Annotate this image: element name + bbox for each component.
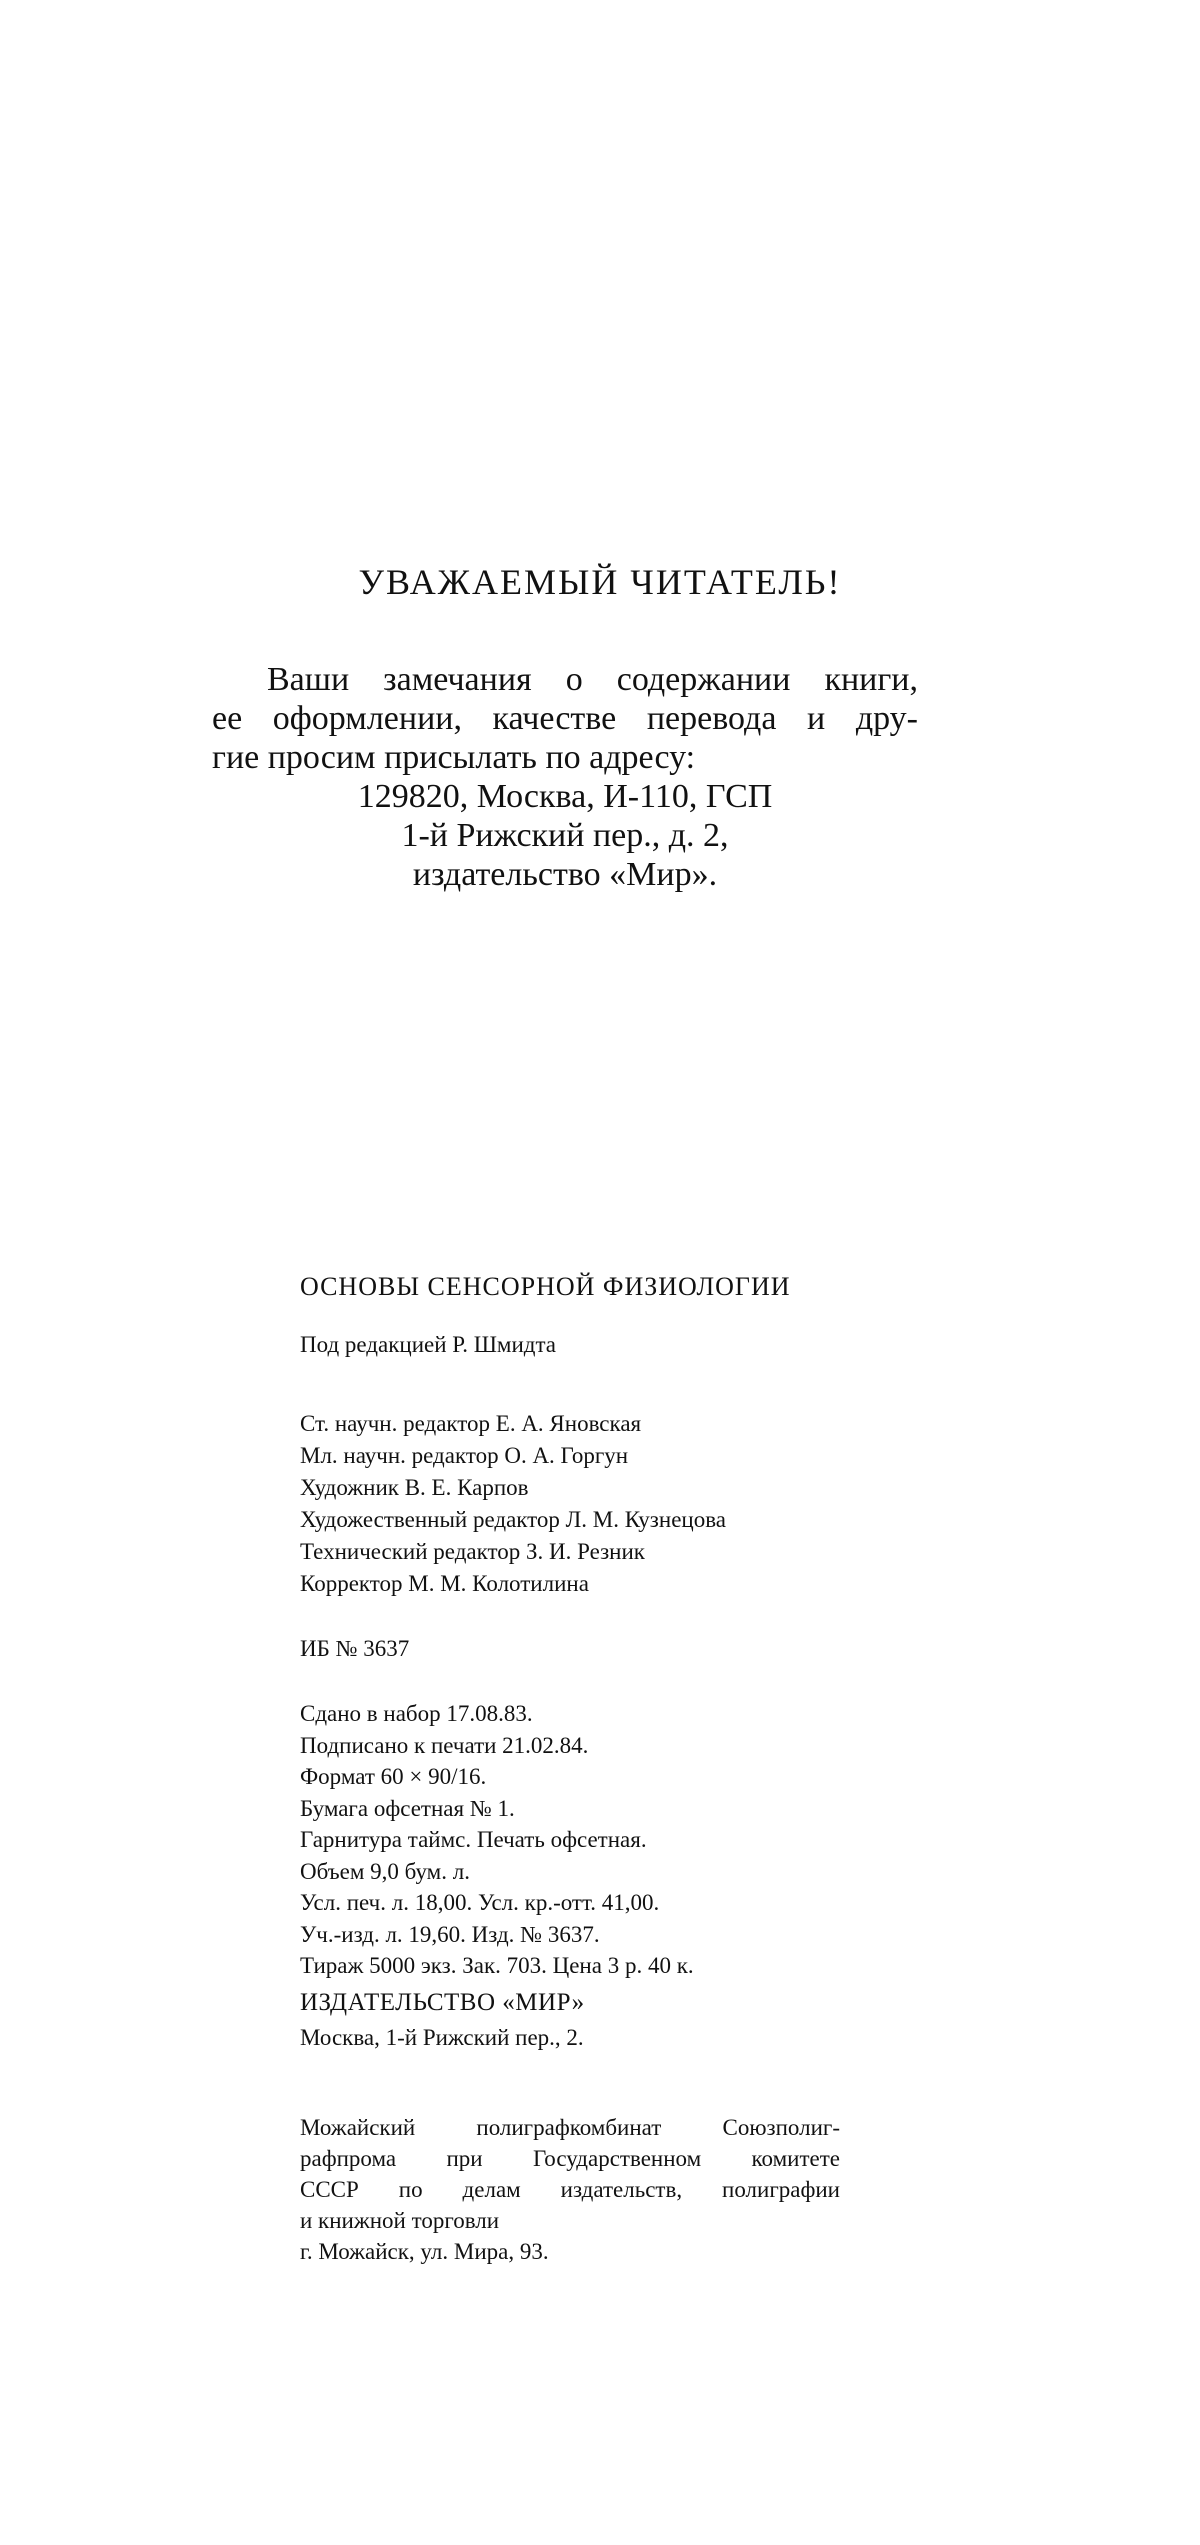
- printer-line: рафпрома при Государственном комитете: [300, 2145, 840, 2171]
- staff-item: Художественный редактор Л. М. Кузнецова: [300, 1507, 726, 1532]
- printer-line: СССР по делам издательств, полиграфии: [300, 2176, 840, 2202]
- edited-by: Под редакцией Р. Шмидта: [300, 1332, 556, 1357]
- staff-item: Мл. научн. редактор О. А. Горгун: [300, 1443, 629, 1468]
- printer-line: Можайский полиграфкомбинат Союзполиг-: [300, 2114, 840, 2140]
- notice-line: гие просим присылать по адресу:: [212, 739, 696, 776]
- book-title: ОСНОВЫ СЕНСОРНОЙ ФИЗИОЛОГИИ: [300, 1272, 791, 1301]
- colophon: [300, 1270, 840, 2267]
- staff-item: Корректор М. М. Колотилина: [300, 1571, 589, 1596]
- spec-item: Сдано в набор 17.08.83.: [300, 1701, 533, 1726]
- publisher-name: ИЗДАТЕЛЬСТВО «МИР»: [300, 1988, 585, 2016]
- spec-item: Формат 60 × 90/16.: [300, 1764, 487, 1789]
- printer-line: г. Можайск, ул. Мира, 93.: [300, 2238, 549, 2264]
- staff-item: Ст. научн. редактор Е. А. Яновская: [300, 1411, 642, 1436]
- notice-line: Ваши замечания о содержании книги,: [267, 661, 918, 698]
- reader-notice-heading: УВАЖАЕМЫЙ ЧИТАТЕЛЬ!: [358, 562, 842, 602]
- staff-list: [300, 1408, 840, 1600]
- printer-line: и книжной торговли: [300, 2207, 500, 2233]
- print-specs: [300, 1698, 840, 1982]
- spec-item: Тираж 5000 экз. Зак. 703. Цена 3 р. 40 к.: [300, 1953, 694, 1978]
- spec-item: Усл. печ. л. 18,00. Усл. кр.-отт. 41,00.: [300, 1890, 660, 1915]
- notice-address-line: 129820, Москва, И-110, ГСП: [357, 778, 773, 815]
- spec-item: Уч.-изд. л. 19,60. Изд. № 3637.: [300, 1921, 600, 1947]
- spec-item: Бумага офсетная № 1.: [300, 1795, 515, 1821]
- staff-item: Художник В. Е. Карпов: [300, 1475, 529, 1500]
- staff-item: Технический редактор З. И. Резник: [300, 1539, 645, 1564]
- ib-number: ИБ № 3637: [300, 1636, 410, 1661]
- notice-address-line: 1-й Рижский пер., д. 2,: [401, 817, 729, 854]
- notice-line: ее оформлении, качестве перевода и дру-: [212, 700, 918, 737]
- spec-item: Гарнитура таймс. Печать офсетная.: [300, 1827, 647, 1852]
- notice-address-line: издательство «Мир».: [412, 856, 718, 893]
- publisher-address: Москва, 1-й Рижский пер., 2.: [300, 2024, 584, 2050]
- spec-item: Объем 9,0 бум. л.: [300, 1858, 470, 1884]
- printer-info: [300, 2112, 840, 2267]
- reader-notice-body: [212, 660, 918, 894]
- spec-item: Подписано к печати 21.02.84.: [300, 1732, 589, 1758]
